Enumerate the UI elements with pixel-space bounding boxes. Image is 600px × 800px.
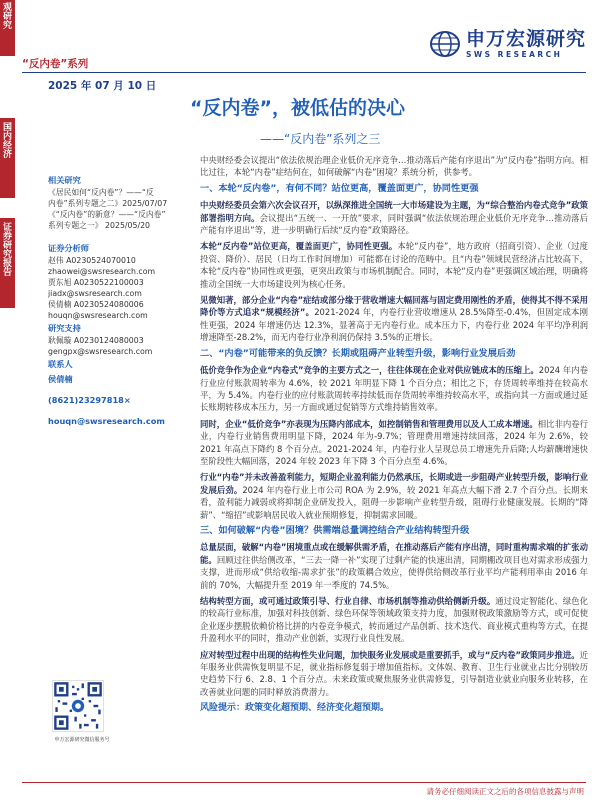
section-1-paragraph-2: 本轮“反内卷”站位更高，覆盖面更广，协同性更强。本轮“反内卷”，地方政府（招商引资）、企业（过度投资、降价）、居民（日均工作时间增加）可能都在讨论的范畴中。且“内卷”领域民营经济占比较高下，本轮“反内卷”协同性或更强，更突出政策与市场机制配合。同时，本轮“反内卷”更强调区域治理，明确将推动全国统一大市场建设列为核心任务。	[200, 241, 589, 289]
related-research-item[interactable]: 内卷”系列专题之二》2025/07/07	[48, 199, 168, 208]
section-1-heading: 一、本轮“反内卷”，有何不同？站位更高，覆盖面更广，协同性更强	[200, 182, 479, 194]
section-3-paragraph-2: 结构转型方面，或可通过政策引导、行业自律、市场机制等推动供给侧新升级。通过设定智能化、绿色化的较高行业标准，加强对科技创新、绿色环保等领域政策支持力度，加强财税政策激励等方式，或可促使企业逐步摆脱依赖价格比拼的内卷竞争模式，转而通过产品创新、技术迭代、商业模式重构等方式，在提升盈利水平的同时，推动产业创新，实现行业良性发展。	[200, 596, 589, 644]
research-support-heading: 研究支持	[48, 323, 81, 333]
section-3-heading: 三、如何破解“内卷”困境？供需端总量调控结合产业结构转型升级	[200, 524, 470, 536]
assistant-email[interactable]: gengpx@swsresearch.com	[48, 347, 153, 356]
analyst-name: 贾东旭 A0230522100003	[48, 278, 144, 287]
analyst-name: 赵伟 A0230524070010	[48, 256, 136, 265]
section-2-paragraph-2: 同时，企业“低价竞争”亦表现为压降内部成本，如控制销售和管理费用以及人工成本增速。相比非内卷行业，内卷行业销售费用明显下降，2024 年为-9.7%；管理费用增速持续回落，2024 年为 2.6%，较 2021 年高点下降约 8 个百分点。2021-2024 年，内卷行业人呈现总员工增速先升后降;人均薪酬增速快至阶段性大幅回落，2024 年较 2023 年下降 3 个百分点至 4.6%。	[200, 418, 588, 466]
analyst-email[interactable]: zhaowei@swsresearch.com	[48, 267, 156, 276]
section-1-paragraph-3: 见微知著，部分企业“内卷”症结或部分缘于营收增速大幅回落与固定费用刚性的矛盾，使得其不得不采用降价等方式追求“规模经济”。2021-2024 年，内卷行业营收增速从 28.5%降至-0.4%，但固定成本刚性更强，2024 年增速仍达 12.3%，显著高于无内卷行业。成本压力下，内卷行业 2024 年平均净利润增速降至-28.2%，而无内卷行业净利润仍保持 3.5%的正增长。	[200, 295, 588, 343]
related-research-item[interactable]: 系列专题之一》 2025/05/20	[48, 221, 150, 230]
side-tab-securities-research-label: 证 券 研 究 报 告	[2, 223, 12, 278]
header-divider	[22, 72, 586, 73]
footer-divider	[22, 782, 586, 783]
footer-disclaimer: 请务必仔细阅读正文之后的各项信息披露与声明	[426, 787, 584, 796]
section-2-paragraph-3: 行业“内卷”并未改善盈利能力，短期企业盈利能力仍然承压，长期或进一步阻碍产业转型升级，影响行业发展后劲。2024 年内卷行业上市公司 ROA 为 2.9%，较 2021 年高点大幅下滑 2.7 个百分点。长期来看，盈利能力减弱或将抑制企业研发投入，阻碍一步影响产业转型升级，阻碍行业健康发展。长期的“降薪”、“缩招”或影响居民收入就业预期修复，抑制需求回暖。	[200, 472, 588, 520]
section-3-paragraph-1: 总量层面，破解“内卷”困境重点或在缓解供需矛盾，在推动落后产能有序出清，同时重构需求端的扩张动能。回顾过往供给侧改革，“三去一降一补”实现了过剩产能的快速出清，同期棚改项目也对需求形成强力支撑，进而形成“供给收缩-需求扩张”的政策耦合效应，使得供给侧改革行业平均产能利用率由 2016 年前的 70%，大幅提升至 2019 年一季度的 74.5%。	[200, 542, 588, 590]
section-2-paragraph-1: 低价竞争作为企业“内卷式”竞争的主要方式之一，往往体现在企业对供应链成本的压缩上。2024 年内卷行业应付账款周转率为 4.6%，较 2021 年明显下降 1 个百分点；相比之下，存货周转率维持在较高水平，为 5.4%。内卷行业的应付账款周转率持续低而存货周转率维持较高水平，或指向其一方面或通过延长账期转移成本压力，另一方面或通过促销等方式维持销售效率。	[200, 365, 588, 413]
globe-logo-icon	[430, 31, 460, 57]
intro-paragraph: 中央财经委会议提出“依法依规治理企业低价无序竞争…推动落后产能有序退出”为“反内卷”指明方向。相比过往，本轮“内卷”症结何在，如何破解“内卷”困境？系统分析，供参考。	[200, 155, 588, 178]
sidebar-info	[48, 175, 173, 427]
report-body	[200, 154, 588, 715]
report-date: 2025 年 07 月 10 日	[48, 80, 157, 92]
contact-name: 侯倩楠	[48, 374, 73, 384]
contact-email[interactable]: houqn@swsresearch.com	[48, 416, 165, 426]
section-3-paragraph-3: 应对转型过程中出现的结构性失业问题，加快服务业发展或是重要抓手，或与“反内卷”政策同步推进。近年服务业供需恢复明显不足，就业指标修复弱于增加值指标。文体娱、教育、卫生行业就业占比分别较历史趋势下行 6、2.8、1 个百分点。未来政策或聚焦服务业供需修复，引导制造业就业向服务业转移，在改善就业问题的同时释放消费潜力。	[200, 649, 588, 697]
risk-warning: 风险提示：政策变化超预期、经济变化超预期。	[200, 703, 390, 714]
contact-heading: 联系人	[48, 359, 73, 369]
analysts-heading: 证券分析师	[48, 243, 89, 253]
assistant-name: 耿佩璇 A0230124080003	[48, 336, 144, 345]
logo-english-name: SWS RESEARCH	[465, 50, 563, 59]
side-tab-domestic-economy-label: 国 内 经 济	[2, 123, 12, 160]
wechat-qr-code-icon	[52, 680, 104, 732]
contact-phone: (8621)23297818×	[48, 395, 131, 405]
related-research-item[interactable]: 《“反内卷”的新意？——“反内卷”	[48, 210, 166, 219]
related-research-item[interactable]: 《居民如何“反内卷”？——“反	[48, 188, 154, 197]
side-tab-macro-label: 观 研 究	[2, 3, 12, 31]
qr-caption: 申万宏源研究微信服务号	[54, 737, 110, 743]
logo-chinese-name: 申万宏源研究	[465, 28, 586, 50]
company-logo	[430, 30, 586, 59]
analyst-email[interactable]: houqn@swsresearch.com	[48, 311, 148, 320]
report-title: “反内卷”，被低估的决心	[190, 97, 405, 119]
analyst-name: 侯倩楠 A0230524080006	[48, 300, 144, 309]
section-2-heading: 二、“内卷”可能带来的负反馈？长期或阻碍产业转型升级，影响行业发展后劲	[200, 347, 516, 359]
section-1-paragraph-1: 中央财经委员会第六次会议召开，以纵深推进全国统一大市场建设为主题，为“综合整治内卷式竞争”政策部署指明方向。会议提出“五统一、一开放”要求，同时强调“依法依规治理企业低价无序竞争…推动落后产能有序退出”等，进一步明确行后续“反内卷”政策路径。	[200, 200, 589, 236]
analyst-email[interactable]: jiadx@swsresearch.com	[48, 289, 142, 298]
series-label: “反内卷”系列	[22, 58, 89, 70]
report-subtitle: ——“反内卷”系列之三	[260, 132, 381, 146]
related-research-heading: 相关研究	[48, 175, 81, 185]
